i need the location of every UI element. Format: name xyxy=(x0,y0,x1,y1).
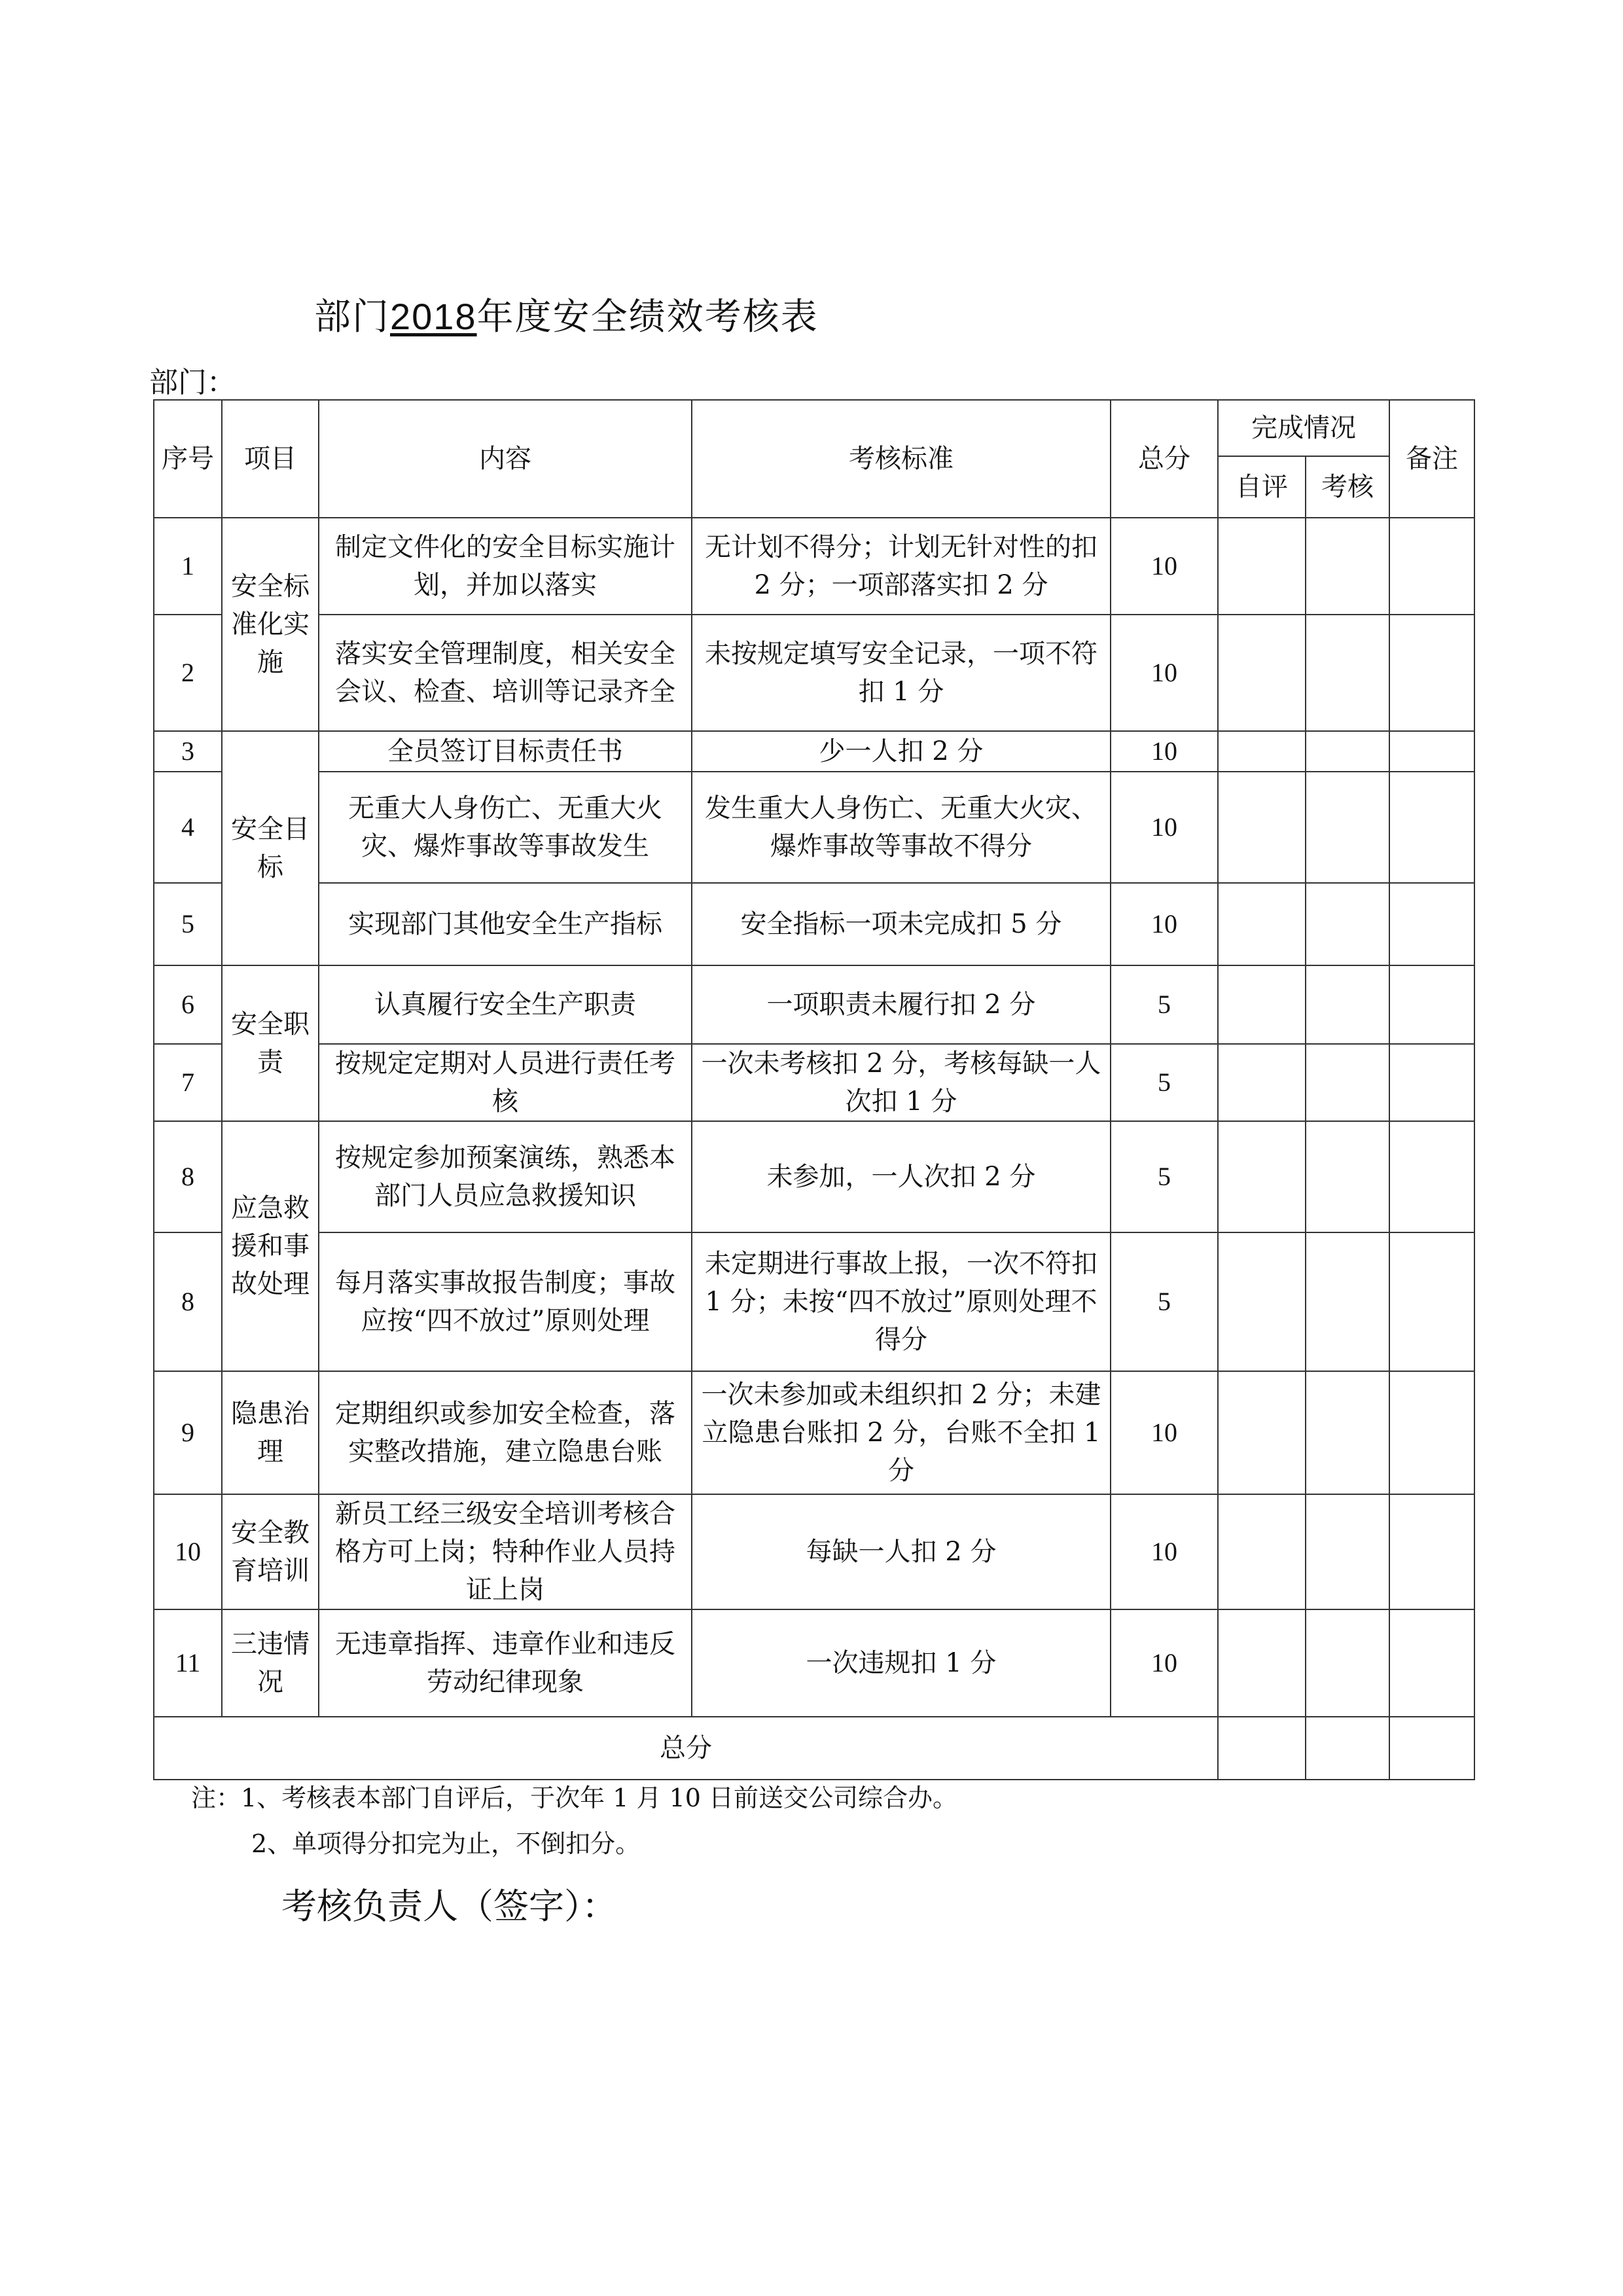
category-cell: 安全目标 xyxy=(222,731,319,965)
self-eval-cell[interactable] xyxy=(1218,1371,1306,1494)
header-self-eval: 自评 xyxy=(1218,456,1306,518)
page-title xyxy=(314,288,819,340)
total-row xyxy=(154,1717,1474,1780)
remark-cell[interactable] xyxy=(1389,965,1474,1044)
assess-cell[interactable] xyxy=(1306,1494,1389,1609)
row-content: 定期组织或参加安全检查，落实整改措施，建立隐患台账 xyxy=(319,1371,692,1494)
assess-cell[interactable] xyxy=(1306,1232,1389,1371)
table-row xyxy=(154,518,1474,615)
header-row xyxy=(154,400,1474,456)
row-score: 10 xyxy=(1111,731,1218,772)
row-standard: 一次未参加或未组织扣 2 分；未建立隐患台账扣 2 分，台账不全扣 1 分 xyxy=(692,1371,1111,1494)
department-label: 部门： xyxy=(149,366,236,399)
table-row xyxy=(154,772,1474,883)
row-score: 5 xyxy=(1111,965,1218,1044)
category-cell: 三违情况 xyxy=(222,1609,319,1717)
row-score: 5 xyxy=(1111,1121,1218,1232)
assess-cell[interactable] xyxy=(1306,1371,1389,1494)
assess-cell[interactable] xyxy=(1306,883,1389,965)
row-standard: 发生重大人身伤亡、无重大火灾、爆炸事故等事故不得分 xyxy=(692,772,1111,883)
self-eval-cell[interactable] xyxy=(1218,1044,1306,1121)
row-content: 实现部门其他安全生产指标 xyxy=(319,883,692,965)
assess-cell[interactable] xyxy=(1306,772,1389,883)
category-cell: 安全教育培训 xyxy=(222,1494,319,1609)
row-seq: 10 xyxy=(154,1494,222,1609)
remark-cell[interactable] xyxy=(1389,1121,1474,1232)
header-standard: 考核标准 xyxy=(692,400,1111,518)
row-standard: 未按规定填写安全记录，一项不符扣 1 分 xyxy=(692,615,1111,731)
table-row xyxy=(154,1494,1474,1609)
table-row xyxy=(154,1121,1474,1232)
remark-cell[interactable] xyxy=(1389,1371,1474,1494)
remark-cell[interactable] xyxy=(1389,1609,1474,1717)
row-content: 每月落实事故报告制度；事故应按“四不放过”原则处理 xyxy=(319,1232,692,1371)
header-item: 项目 xyxy=(222,400,319,518)
note-line-2: 2、单项得分扣完为止，不倒扣分。 xyxy=(251,1829,641,1858)
remark-cell[interactable] xyxy=(1389,1494,1474,1609)
self-eval-cell[interactable] xyxy=(1218,1494,1306,1609)
row-content: 按规定定期对人员进行责任考核 xyxy=(319,1044,692,1121)
row-standard: 每缺一人扣 2 分 xyxy=(692,1494,1111,1609)
row-seq: 6 xyxy=(154,965,222,1044)
remark-cell[interactable] xyxy=(1389,731,1474,772)
self-eval-cell[interactable] xyxy=(1218,1609,1306,1717)
row-content: 认真履行安全生产职责 xyxy=(319,965,692,1044)
title-prefix: 部门 xyxy=(314,296,390,338)
remark-cell[interactable] xyxy=(1389,1044,1474,1121)
row-score: 10 xyxy=(1111,1609,1218,1717)
row-seq: 9 xyxy=(154,1371,222,1494)
row-content: 制定文件化的安全目标实施计划，并加以落实 xyxy=(319,518,692,615)
row-content: 按规定参加预案演练，熟悉本部门人员应急救援知识 xyxy=(319,1121,692,1232)
self-eval-cell[interactable] xyxy=(1218,883,1306,965)
header-assess: 考核 xyxy=(1306,456,1389,518)
table-row xyxy=(154,883,1474,965)
table-row xyxy=(154,1044,1474,1121)
note-line-1: 注：1、考核表本部门自评后，于次年 1 月 10 日前送交公司综合办。 xyxy=(191,1784,958,1812)
row-seq: 8 xyxy=(154,1121,222,1232)
row-standard: 安全指标一项未完成扣 5 分 xyxy=(692,883,1111,965)
row-seq: 11 xyxy=(154,1609,222,1717)
row-score: 5 xyxy=(1111,1232,1218,1371)
assess-cell[interactable] xyxy=(1306,1044,1389,1121)
self-eval-cell[interactable] xyxy=(1218,731,1306,772)
category-cell: 安全标准化实施 xyxy=(222,518,319,731)
row-seq: 8 xyxy=(154,1232,222,1371)
row-content: 无违章指挥、违章作业和违反劳动纪律现象 xyxy=(319,1609,692,1717)
header-total: 总分 xyxy=(1111,400,1218,518)
assess-cell[interactable] xyxy=(1306,615,1389,731)
total-assess-cell[interactable] xyxy=(1306,1717,1389,1780)
remark-cell[interactable] xyxy=(1389,883,1474,965)
row-standard: 一次未考核扣 2 分，考核每缺一人次扣 1 分 xyxy=(692,1044,1111,1121)
row-seq: 4 xyxy=(154,772,222,883)
row-standard: 一项职责未履行扣 2 分 xyxy=(692,965,1111,1044)
header-content: 内容 xyxy=(319,400,692,518)
remark-cell[interactable] xyxy=(1389,772,1474,883)
total-label: 总分 xyxy=(154,1717,1218,1780)
self-eval-cell[interactable] xyxy=(1218,965,1306,1044)
self-eval-cell[interactable] xyxy=(1218,1232,1306,1371)
title-suffix: 年度安全绩效考核表 xyxy=(476,296,819,338)
row-score: 5 xyxy=(1111,1044,1218,1121)
signature-label: 考核负责人（签字）： xyxy=(281,1886,617,1927)
total-remark-cell[interactable] xyxy=(1389,1717,1474,1780)
row-seq: 2 xyxy=(154,615,222,731)
remark-cell[interactable] xyxy=(1389,518,1474,615)
row-score: 10 xyxy=(1111,772,1218,883)
row-score: 10 xyxy=(1111,615,1218,731)
row-standard: 少一人扣 2 分 xyxy=(692,731,1111,772)
row-standard: 未定期进行事故上报，一次不符扣 1 分；未按“四不放过”原则处理不得分 xyxy=(692,1232,1111,1371)
self-eval-cell[interactable] xyxy=(1218,772,1306,883)
table-row xyxy=(154,965,1474,1044)
table-row xyxy=(154,1609,1474,1717)
header-remark: 备注 xyxy=(1389,400,1474,518)
total-self-eval-cell[interactable] xyxy=(1218,1717,1306,1780)
assessment-table xyxy=(153,399,1475,1780)
self-eval-cell[interactable] xyxy=(1218,518,1306,615)
table-row xyxy=(154,1371,1474,1494)
category-cell: 安全职责 xyxy=(222,965,319,1121)
row-standard: 一次违规扣 1 分 xyxy=(692,1609,1111,1717)
assess-cell[interactable] xyxy=(1306,518,1389,615)
assess-cell[interactable] xyxy=(1306,731,1389,772)
header-completion: 完成情况 xyxy=(1218,400,1389,456)
row-score: 10 xyxy=(1111,1494,1218,1609)
table-row xyxy=(154,1232,1474,1371)
row-content: 落实安全管理制度，相关安全会议、检查、培训等记录齐全 xyxy=(319,615,692,731)
row-content: 全员签订目标责任书 xyxy=(319,731,692,772)
table-row xyxy=(154,615,1474,731)
header-seq: 序号 xyxy=(154,400,222,518)
row-seq: 3 xyxy=(154,731,222,772)
category-cell: 隐患治理 xyxy=(222,1371,319,1494)
row-standard: 未参加，一人次扣 2 分 xyxy=(692,1121,1111,1232)
title-year: 2018 xyxy=(390,296,477,337)
assess-cell[interactable] xyxy=(1306,1121,1389,1232)
assess-cell[interactable] xyxy=(1306,965,1389,1044)
remark-cell[interactable] xyxy=(1389,1232,1474,1371)
row-seq: 7 xyxy=(154,1044,222,1121)
remark-cell[interactable] xyxy=(1389,615,1474,731)
row-seq: 1 xyxy=(154,518,222,615)
row-seq: 5 xyxy=(154,883,222,965)
table-row xyxy=(154,731,1474,772)
row-standard: 无计划不得分；计划无针对性的扣 2 分；一项部落实扣 2 分 xyxy=(692,518,1111,615)
self-eval-cell[interactable] xyxy=(1218,615,1306,731)
assess-cell[interactable] xyxy=(1306,1609,1389,1717)
row-score: 10 xyxy=(1111,883,1218,965)
category-cell: 应急救援和事故处理 xyxy=(222,1121,319,1371)
self-eval-cell[interactable] xyxy=(1218,1121,1306,1232)
row-content: 无重大人身伤亡、无重大火灾、爆炸事故等事故发生 xyxy=(319,772,692,883)
row-score: 10 xyxy=(1111,518,1218,615)
row-content: 新员工经三级安全培训考核合格方可上岗；特种作业人员持证上岗 xyxy=(319,1494,692,1609)
row-score: 10 xyxy=(1111,1371,1218,1494)
